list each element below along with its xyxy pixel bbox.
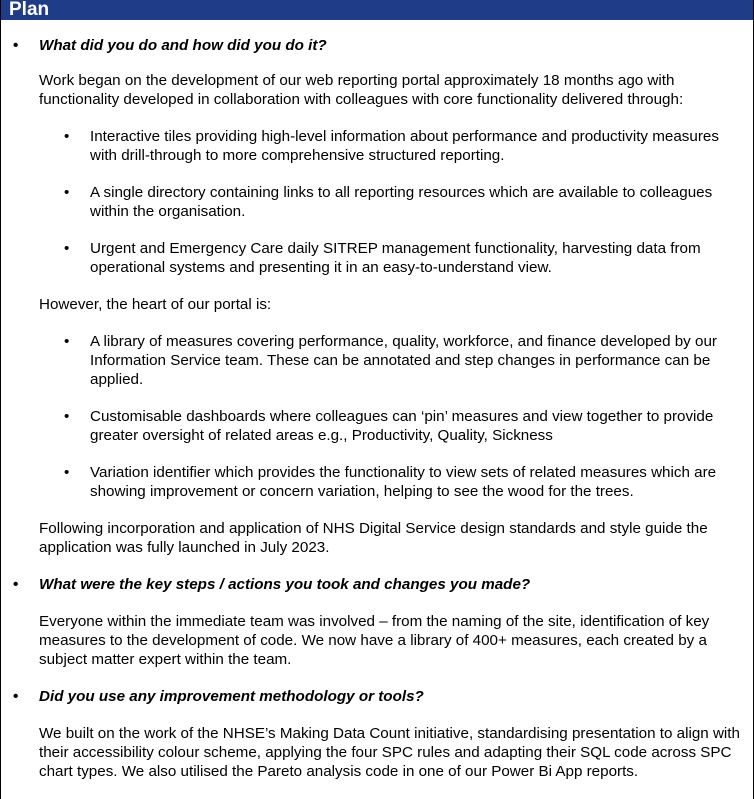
bullet: • [64, 333, 70, 350]
question-text: What did you do and how did you do it? [39, 37, 327, 54]
bullet: • [13, 688, 19, 705]
list-item-text: Variation identifier which provides the functionality to view sets of related measures which are showing improvement or concern variation, helping to see the wood for the trees. [90, 464, 717, 500]
question-heading [1, 575, 753, 594]
question-text: What were the key steps / actions you took and changes you made? [39, 576, 531, 593]
list-item [1, 332, 753, 389]
list-item-text: A single directory containing links to all reporting resources which are available to colleagues within the organisation. [90, 184, 713, 220]
list-item [1, 407, 753, 445]
paragraph: However, the heart of our portal is: [39, 296, 272, 313]
bullet: • [64, 240, 70, 257]
paragraph: We built on the work of the NHSE’s Making Data Count initiative, standardising presentation to align with their accessibility colour scheme, applying the four SPC rules and adapting their SQL code across SPC chart types. We also utilised the Pareto analysis code in one of our Power Bi App reports. [39, 725, 740, 780]
section-header: Plan [1, 0, 753, 20]
paragraph: Work began on the development of our web reporting portal approximately 18 months ago with functionality developed in collaboration with colleagues with core functionality delivered through: [39, 72, 684, 108]
bullet: • [64, 408, 70, 425]
bullet: • [13, 37, 19, 54]
question-heading [1, 687, 753, 706]
list-item-text: Interactive tiles providing high-level information about performance and productivity measures with drill-through to more comprehensive structured reporting. [90, 128, 719, 164]
paragraph: Everyone within the immediate team was involved – from the naming of the site, identification of key measures to the development of code. We now have a library of 400+ measures, each created by a subject matter expert within the team. [39, 613, 710, 668]
list-item-text: Customisable dashboards where colleagues can ‘pin’ measures and view together to provide greater oversight of related areas e.g., Productivity, Quality, Sickness [90, 408, 714, 444]
paragraph: Following incorporation and application of NHS Digital Service design standards and style guide the application was fully launched in July 2023. [39, 520, 708, 556]
list-item [1, 239, 753, 277]
question-heading [1, 36, 753, 55]
list-item [1, 183, 753, 221]
document-content [1, 36, 753, 781]
list-item-text: Urgent and Emergency Care daily SITREP management functionality, harvesting data from operational systems and presenting it in an easy-to-understand view. [90, 240, 701, 276]
bullet: • [13, 576, 19, 593]
list-item [1, 127, 753, 165]
list-item-text: A library of measures covering performance, quality, workforce, and finance developed by our Information Service team. These can be annotated and step changes in performance can be applied. [90, 333, 717, 388]
question-text: Did you use any improvement methodology or tools? [39, 688, 424, 705]
bullet: • [64, 128, 70, 145]
list-item [1, 463, 753, 501]
bullet: • [64, 464, 70, 481]
bullet: • [64, 184, 70, 201]
